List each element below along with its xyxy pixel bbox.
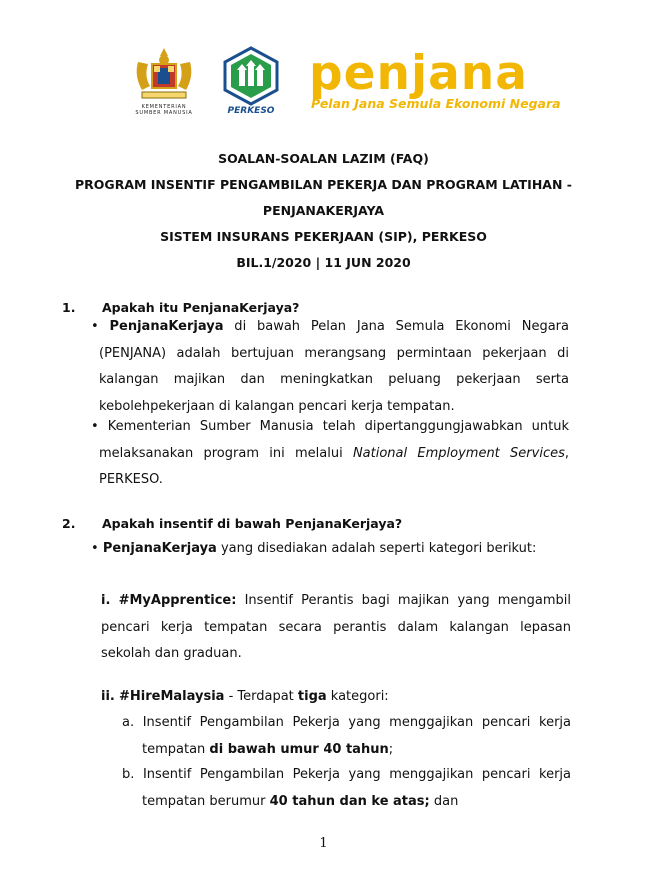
q2-item-i-line1: Insentif Perantis bagi majikan yang mengambil — [236, 593, 572, 608]
q2-item-i — [101, 588, 571, 668]
perkeso-text: PERKESO — [227, 106, 275, 116]
q2-item-ii-rest-post: kategori: — [326, 689, 389, 704]
header-line-program: PROGRAM INSENTIF PENGAMBILAN PEKERJA DAN PROGRAM LATIHAN - — [75, 177, 572, 192]
q2-item-ii-a-line1: Insentif Pengambilan Pekerja yang menggajikan pencari kerja — [142, 715, 572, 730]
header-line-penjanakerjaya: PENJANAKERJAYA — [262, 203, 385, 218]
penjana-wordmark: penjana — [309, 46, 528, 101]
q2-item-ii-a-line2-pre: tempatan — [142, 741, 210, 757]
q2-item-ii-b-line2-pre: tempatan berumur — [142, 793, 270, 809]
q2-item-ii-a — [122, 710, 571, 763]
perkeso-logo — [221, 46, 281, 120]
kementerian-text — [128, 104, 200, 116]
q1-bullet-1-bold: PenjanaKerjaya — [109, 319, 224, 334]
header-line-bil: BIL.1/2020 | 11 JUN 2020 — [236, 255, 411, 270]
q2-item-ii-a-marker: a. — [122, 715, 135, 730]
q1-bullet-2-line1: Kementerian Sumber Manusia telah dipertanggungjawabkan untuk — [107, 419, 569, 434]
q2-item-ii-b-line1: Insentif Pengambilan Pekerja yang menggajikan pencari kerja — [142, 767, 571, 782]
question-2-number: 2. — [62, 516, 76, 531]
q2-item-ii-rest-bold: tiga — [297, 689, 327, 704]
kementerian-sumber-manusia-logo — [128, 46, 200, 124]
q2-bullet-1-bold: PenjanaKerjaya — [102, 541, 217, 556]
kementerian-line2: SUMBER MANUSIA — [135, 110, 193, 116]
document-header — [0, 146, 647, 276]
page-number: 1 — [319, 836, 328, 851]
perkeso-emblem-icon — [221, 46, 281, 106]
q2-item-i-line2: pencari kerja tempatan secara perantis dalam kalangan lepasan — [101, 619, 571, 635]
header-line-faq: SOALAN-SOALAN LAZIM (FAQ) — [218, 151, 429, 166]
question-1-text: Apakah itu PenjanaKerjaya? — [102, 300, 300, 315]
q1-bullet-2-line2-post: , — [564, 445, 570, 461]
q2-item-ii-marker: ii. — [101, 689, 115, 704]
q2-item-i-title: #MyApprentice: — [118, 593, 237, 608]
header-line-sip: SISTEM INSURANS PEKERJAAN (SIP), PERKESO — [160, 229, 487, 244]
q2-item-ii-b-line2-post: dan — [429, 793, 459, 809]
q1-bullet-1-line4: kebolehpekerjaan di kalangan pencari kerja tempatan. — [99, 398, 455, 414]
question-2-text: Apakah insentif di bawah PenjanaKerjaya? — [102, 516, 403, 531]
q1-bullet-2: • Kementerian Sumber Manusia telah dipertanggungjawabkan untuk melaksanakan program ini melalui National Employment Services, PERKESO. — [91, 414, 569, 494]
kementerian-line1: KEMENTERIAN — [141, 104, 187, 110]
q2-bullet-1: • PenjanaKerjaya yang disediakan adalah seperti kategori berikut: — [91, 541, 537, 556]
q2-item-ii-b-marker: b. — [122, 767, 135, 782]
q2-item-ii-b — [122, 762, 571, 815]
q1-bullet-1-line1: di bawah Pelan Jana Semula Ekonomi Negara — [223, 319, 569, 334]
coat-of-arms-icon — [128, 46, 200, 104]
q2-item-i-line3: sekolah dan graduan. — [101, 646, 242, 661]
q1-bullet-1-line3: kalangan majikan dan meningkatkan peluang pekerjaan serta — [99, 372, 569, 387]
q1-bullet-1: • PenjanaKerjaya di bawah Pelan Jana Semula Ekonomi Negara (PENJANA) adalah bertujuan merangsang permintaan pekerjaan di kalangan majikan dan meningkatkan peluang pekerjaan serta kebolehpekerjaan di kalangan pencari kerja tempatan. — [91, 314, 569, 420]
penjana-logo — [307, 46, 567, 116]
q1-bullet-1-line2: (PENJANA) adalah bertujuan merangsang permintaan pekerjaan di — [99, 345, 569, 361]
q2-item-ii-a-line2-bold: di bawah umur 40 tahun — [209, 741, 389, 757]
q1-bullet-2-line2-pre: melaksanakan program ini melalui — [99, 445, 353, 461]
q2-bullet-1-rest: yang disediakan adalah seperti kategori berikut: — [216, 541, 537, 556]
question-1-number: 1. — [62, 300, 76, 315]
q2-item-i-marker: i. — [101, 593, 111, 608]
q2-item-ii — [101, 684, 571, 711]
q1-bullet-2-line2-italic: National Employment Services — [352, 445, 565, 461]
q2-item-ii-a-line2-post: ; — [388, 741, 394, 757]
penjana-tagline: Pelan Jana Semula Ekonomi Negara — [311, 96, 561, 111]
q1-bullet-2-line3: PERKESO. — [99, 472, 163, 487]
q2-item-ii-rest-pre: - Terdapat — [224, 689, 298, 704]
logo-bar — [0, 44, 647, 124]
q2-item-ii-title: #HireMalaysia — [119, 689, 225, 704]
q2-item-ii-b-line2-bold: 40 tahun dan ke atas; — [269, 793, 430, 809]
